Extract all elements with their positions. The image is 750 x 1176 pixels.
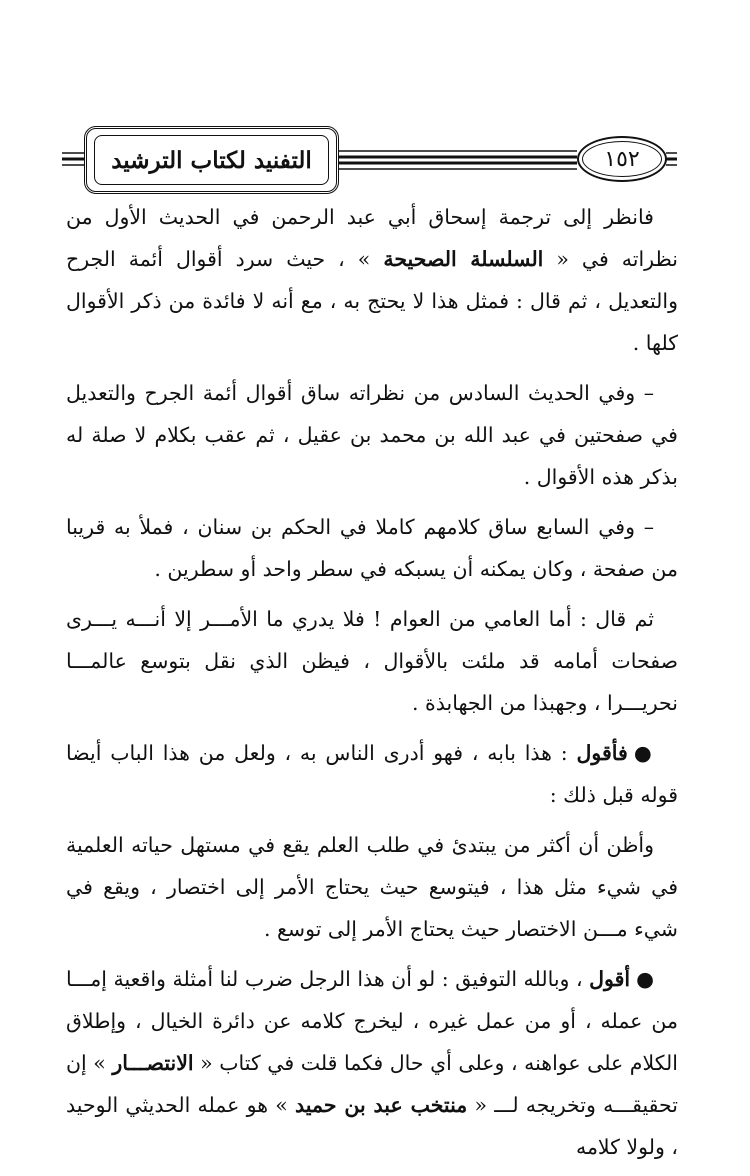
page-number: ١٥٢ xyxy=(577,136,667,182)
book-title-intisar: الانتصـــار xyxy=(112,1051,194,1075)
page-body xyxy=(66,196,678,1176)
paragraph-5 xyxy=(66,732,678,816)
paragraph-2: – وفي الحديث السادس من نظراته ساق أقوال أئمة الجرح والتعديل في صفحتين في عبد الله بن محمد بن عقيل ، ثم عقب بكلام لا صلة له بذكر هذه الأقوال . xyxy=(66,381,678,489)
paragraph-text: : هذا بابه ، فهو أدرى الناس به ، ولعل من هذا الباب أيضا قوله قبل ذلك : xyxy=(66,741,678,807)
lead-word: فأقول xyxy=(576,741,628,765)
book-title-silsila: السلسلة الصحيحة xyxy=(383,247,544,271)
paragraph-text: فانظر إلى ترجمة إسحاق أبي عبد الرحمن في الحديث الأول من نظراته في « xyxy=(66,205,679,271)
paragraph-7 xyxy=(66,958,678,1168)
paragraph-text: » إن تحقيقـــه وتخريجه لـــ « xyxy=(66,1051,678,1117)
paragraph-text: ، وبالله التوفيق : لو أن هذا الرجل ضرب لنا أمثلة واقعية إمـــا من عمله ، أو من عمل غيره ، ليخرج كلامه عن دائرة الخيال ، وإطلاق الكلام على عواهنه ، وعلى أي حال فكما قلت في كتاب « xyxy=(66,967,678,1075)
running-title-frame xyxy=(84,126,339,194)
bullet-icon: ● xyxy=(633,741,654,765)
paragraph-1 xyxy=(66,196,678,364)
paragraph-4: ثم قال : أما العامي من العوام ! فلا يدري ما الأمـــر إلا أنـــه يـــرى صفحات أمامه قد ملئت بالأقوال ، فيظن الذي نقل بتوسع عالمـــا نحريـــرا ، وجهبذا من الجهابذة . xyxy=(66,607,678,715)
paragraph-text: » ، حيث سرد أقوال أئمة الجرح والتعديل ، ثم قال : فمثل هذا لا يحتج به ، مع أنه لا فائدة من ذكر الأقوال كلها . xyxy=(66,247,678,355)
book-title-muntakhab: منتخب عبد بن حميد xyxy=(295,1093,468,1117)
paragraph-3: – وفي السابع ساق كلامهم كاملا في الحكم بن سنان ، فملأ به قريبا من صفحة ، وكان يمكنه أن يسبكه في سطر واحد أو سطرين . xyxy=(66,515,678,581)
bullet-icon: ● xyxy=(636,967,655,991)
paragraph-text: » هو عمله الحديثي الوحيد ، ولولا كلامه xyxy=(66,1093,678,1159)
page-header xyxy=(62,124,677,196)
lead-word: أقول xyxy=(589,967,631,991)
running-title: التفنيد لكتاب الترشيد xyxy=(94,135,329,185)
paragraph-6: وأظن أن أكثر من يبتدئ في طلب العلم يقع في مستهل حياته العلمية في شيء مثل هذا ، فيتوسع حيث يحتاج الأمر إلى اختصار ، ويقع في شيء مـــن الاختصار حيث يحتاج الأمر إلى توسع . xyxy=(66,833,678,941)
